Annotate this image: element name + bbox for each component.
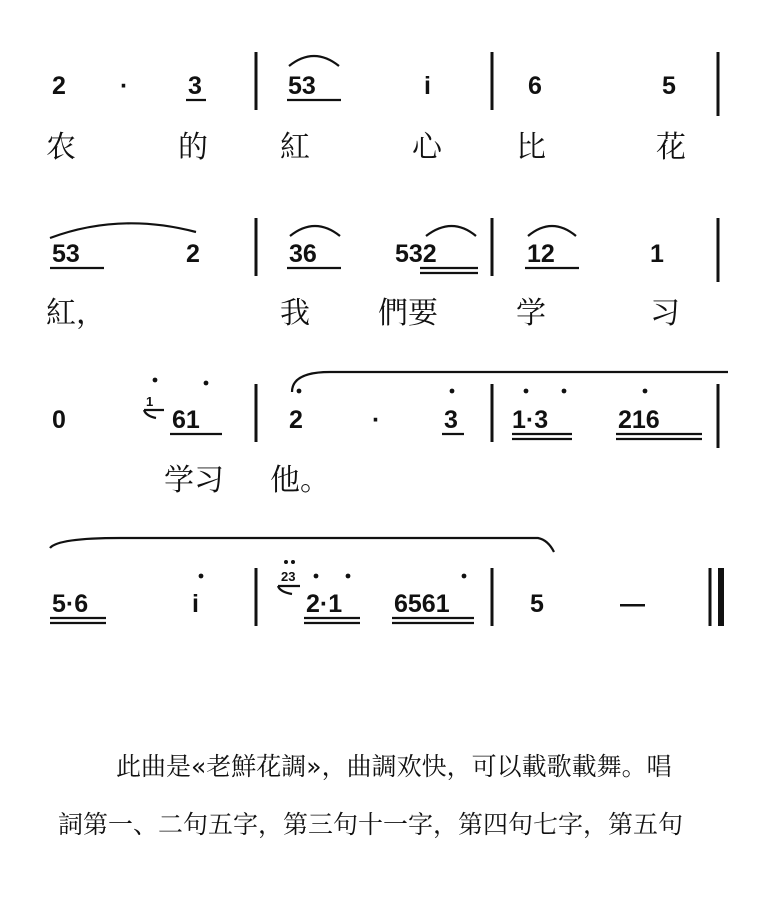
lyric: 們要 — [378, 296, 438, 331]
note-group: 6561 — [394, 590, 450, 618]
octave-dot — [524, 389, 529, 394]
score-system-1 — [46, 52, 718, 165]
octave-dot — [643, 389, 648, 394]
lyric: 他。 — [270, 463, 330, 498]
note-dot: · — [372, 406, 381, 434]
note-group: 36 — [289, 240, 317, 268]
slur — [289, 56, 339, 66]
octave-dot — [199, 574, 204, 579]
octave-dot — [462, 574, 467, 579]
octave-dot — [204, 381, 209, 386]
note-dash: — — [620, 590, 645, 618]
slur — [292, 372, 728, 392]
lyric: 农 — [46, 130, 76, 165]
score-system-4 — [50, 538, 721, 626]
lyric: 学习 — [164, 463, 224, 498]
octave-dot — [297, 389, 302, 394]
octave-dot — [562, 389, 567, 394]
score-system-2 — [46, 218, 718, 331]
octave-dot — [284, 560, 288, 564]
note-rest: 0 — [52, 406, 66, 434]
note: 2 — [186, 240, 200, 268]
octave-dot — [153, 378, 158, 383]
note: 2 — [52, 72, 66, 100]
note-group: 216 — [618, 406, 660, 434]
lyric: 学 — [516, 296, 546, 331]
slur — [528, 226, 576, 236]
note: 5 — [530, 590, 544, 618]
lyric: 心 — [412, 130, 442, 165]
octave-dot — [346, 574, 351, 579]
grace-note: 1 — [146, 394, 154, 409]
note: 5 — [662, 72, 676, 100]
slur — [50, 223, 196, 238]
slur — [50, 538, 554, 552]
note-group: 532 — [395, 240, 437, 268]
lyric: 比 — [516, 130, 546, 165]
lyric: 的 — [178, 130, 208, 165]
note-group: 12 — [527, 240, 555, 268]
note: 3 — [188, 72, 202, 100]
note-group: 53 — [288, 72, 316, 100]
slur — [290, 226, 340, 236]
text-line-1: 此曲是«老鮮花調»，曲調欢快，可以載歌載舞。唱 — [116, 752, 672, 781]
note: 6 — [528, 72, 542, 100]
note: 1 — [650, 240, 664, 268]
note: 2 — [289, 406, 303, 434]
score-system-3 — [52, 372, 728, 498]
note-dot: · — [120, 72, 129, 100]
lyric: 花 — [656, 130, 686, 165]
grace-note: 23 — [281, 569, 296, 584]
note: i — [192, 590, 199, 618]
octave-dot — [314, 574, 319, 579]
note-group: 1·3 — [512, 406, 549, 434]
lyric: 紅， — [46, 296, 106, 331]
lyric: 我 — [280, 296, 310, 331]
note: i — [424, 72, 431, 100]
lyric: 紅 — [280, 130, 310, 165]
slur — [426, 226, 476, 236]
note-group: 61 — [172, 406, 200, 434]
note-group: 53 — [52, 240, 80, 268]
grace-mark — [278, 586, 300, 594]
lyric: 习 — [650, 296, 680, 331]
text-line-2: 詞第一、二句五字，第三句十一字，第四句七字，第五句 — [58, 810, 684, 839]
octave-dot — [450, 389, 455, 394]
note-group: 2·1 — [306, 590, 343, 618]
octave-dot — [291, 560, 295, 564]
note: 3 — [444, 406, 458, 434]
grace-mark — [144, 410, 164, 418]
note-group: 5·6 — [52, 590, 89, 618]
